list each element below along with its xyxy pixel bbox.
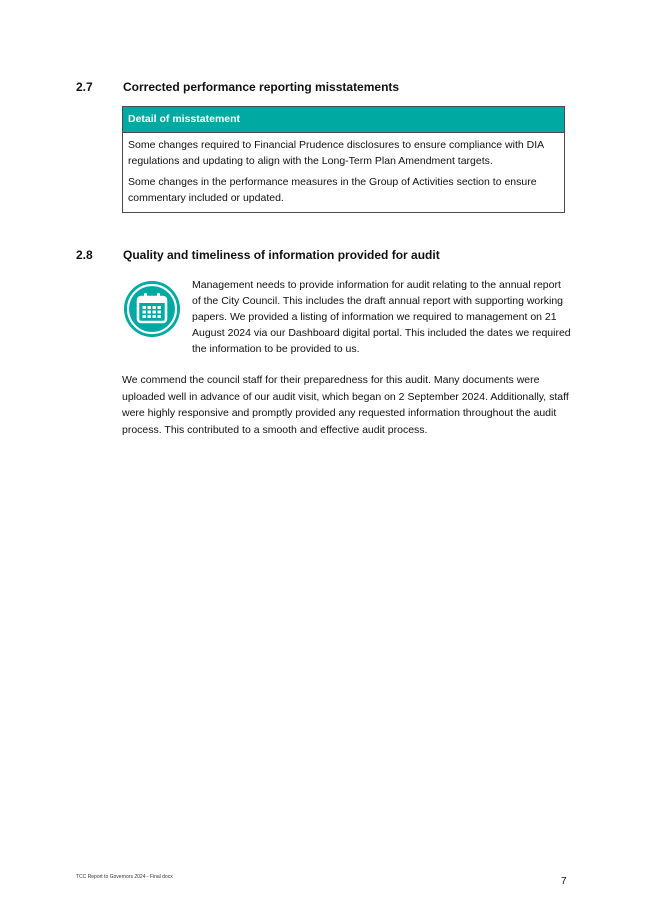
calendar-icon — [122, 279, 182, 339]
table-row: Some changes in the performance measures in the Group of Activities section to ensure commentary included or updated. — [128, 176, 537, 204]
section-number: 2.8 — [76, 248, 93, 262]
footer-document-name: TCC Report to Governors 2024 - Final docx — [76, 874, 173, 880]
quality-paragraph-commendation: We commend the council staff for their preparedness for this audit. Many documents were uploaded well in advance of our audit visit, which began on 2 September 2024. Additionally, staff were highly responsive and promptly provided any requested information throughout the audit process. This contributed to a smooth and effective audit process. — [122, 374, 569, 436]
table-row: Some changes required to Financial Prudence disclosures to ensure compliance with DIA regulations and updating to align with the Long-Term Plan Amendment targets. — [128, 139, 544, 167]
section-title: Quality and timeliness of information provided for audit — [123, 248, 440, 262]
page-number: 7 — [561, 876, 567, 887]
section-title: Corrected performance reporting misstatements — [123, 80, 400, 94]
section-number: 2.7 — [76, 80, 93, 94]
quality-paragraph-intro: Management needs to provide information for audit relating to the annual report of the City Council. This includes the draft annual report with supporting working papers. We provided a listing of information we required to management on 21 August 2024 via our Dashboard digital portal. This included the dates we required the information to be provided to us. — [192, 279, 571, 355]
misstatement-table — [122, 106, 565, 213]
table-header: Detail of misstatement — [123, 107, 564, 133]
table-body — [123, 133, 564, 212]
